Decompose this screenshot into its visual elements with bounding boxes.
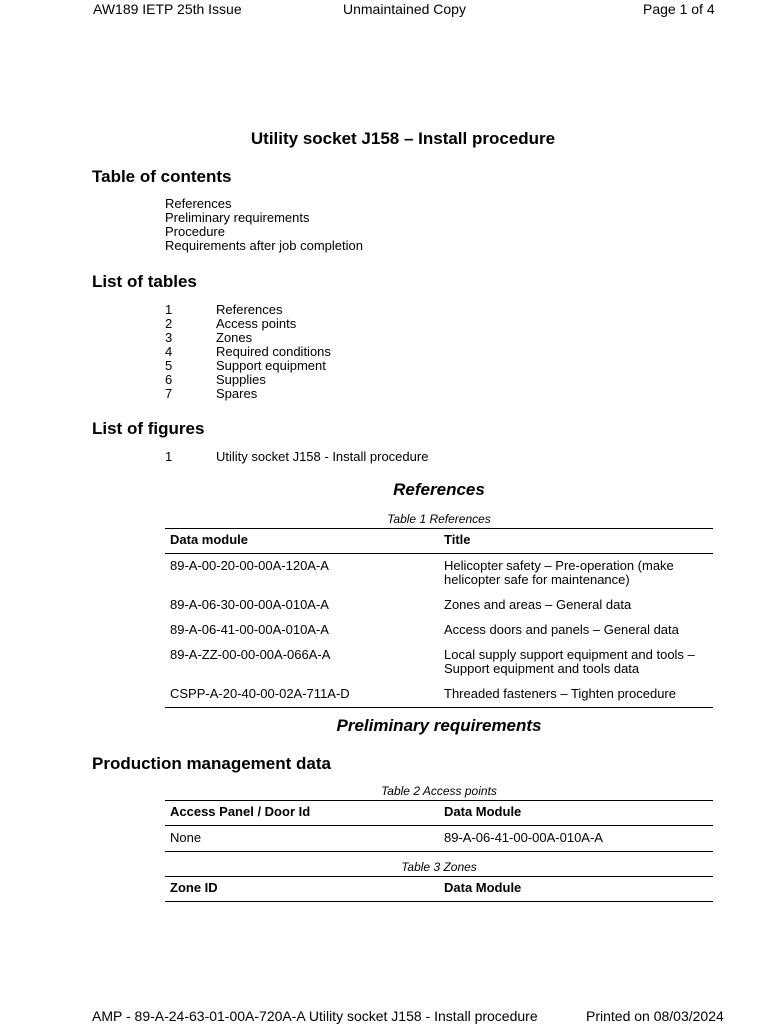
toc-item-references[interactable]: References [165, 196, 232, 211]
list-item-number: 7 [165, 386, 173, 401]
toc-list [165, 197, 363, 253]
footer-print-date: Printed on 08/03/2024 [586, 1008, 724, 1024]
access-points-table [165, 800, 713, 852]
table-row [165, 554, 713, 594]
table-row [165, 826, 713, 852]
list-item-number: 3 [165, 330, 173, 345]
access-panel-value: None [165, 826, 439, 852]
table-1-caption: Table 1 References [387, 512, 491, 526]
data-module-link[interactable]: CSPP-A-20-40-00-02A-711A-D [165, 682, 439, 708]
list-item-label: Zones [216, 330, 253, 345]
header-copy-status: Unmaintained Copy [343, 1, 466, 17]
list-item-label: Spares [216, 386, 258, 401]
toc-heading: Table of contents [92, 167, 232, 186]
document-title: Utility socket J158 – Install procedure [250, 129, 556, 148]
list-of-figures-heading: List of figures [92, 419, 205, 438]
toc-item-preliminary-requirements[interactable]: Preliminary requirements [165, 210, 310, 225]
list-item-label: Access points [216, 316, 297, 331]
column-header-data-module: Data module [165, 529, 439, 554]
reference-title: Access doors and panels – General data [444, 622, 679, 637]
list-of-figures [165, 450, 428, 464]
header-page-number: Page 1 of 4 [643, 1, 715, 17]
column-header-data-module: Data Module [439, 877, 713, 902]
data-module-link[interactable]: 89-A-06-30-00-00A-010A-A [170, 597, 329, 612]
toc-item-procedure[interactable]: Procedure [165, 224, 225, 239]
list-item-number: 1 [165, 449, 173, 464]
list-item-number: 5 [165, 358, 173, 373]
list-item-label: Required conditions [216, 344, 331, 359]
reference-title: Helicopter safety – Pre-operation (make helicopter safe for maintenance) [444, 558, 674, 587]
data-module-link[interactable]: 89-A-00-20-00-00A-120A-A [170, 558, 329, 573]
list-item-number: 2 [165, 316, 173, 331]
list-item-label: Utility socket J158 - Install procedure [216, 449, 429, 464]
preliminary-requirements-heading: Preliminary requirements [336, 716, 542, 735]
list-item-label: Support equipment [216, 358, 326, 373]
column-header-title: Title [439, 529, 713, 554]
data-module-link[interactable]: 89-A-ZZ-00-00-00A-066A-A [170, 647, 331, 662]
table-row [165, 618, 713, 643]
table-header-row [165, 877, 713, 902]
table-row [165, 643, 713, 682]
column-header-zone-id: Zone ID [165, 877, 439, 902]
list-item[interactable] [165, 373, 331, 387]
data-module-link[interactable]: 89-A-06-41-00-00A-010A-A [439, 826, 713, 852]
toc-item-requirements-after-job[interactable]: Requirements after job completion [165, 238, 363, 253]
table-3-caption: Table 3 Zones [401, 860, 477, 874]
list-item-label: References [216, 302, 283, 317]
list-item[interactable] [165, 331, 331, 345]
reference-title: Local supply support equipment and tools – Support equipment and tools data [444, 647, 695, 676]
list-item[interactable] [165, 317, 331, 331]
list-item[interactable] [165, 345, 331, 359]
list-item-label: Supplies [216, 372, 266, 387]
list-item-number: 4 [165, 344, 173, 359]
table-row [165, 682, 713, 708]
production-management-heading: Production management data [92, 754, 331, 773]
reference-title: Zones and areas – General data [444, 597, 632, 612]
list-item[interactable] [165, 303, 331, 317]
list-of-tables-heading: List of tables [92, 272, 197, 291]
list-of-tables [165, 303, 331, 401]
table-row [165, 593, 713, 618]
header-doc-id: AW189 IETP 25th Issue [93, 1, 242, 17]
table-header-row [165, 529, 713, 554]
references-heading: References [393, 480, 485, 499]
list-item[interactable] [165, 359, 331, 373]
reference-title: Threaded fasteners – Tighten procedure [439, 682, 713, 708]
table-header-row [165, 801, 713, 826]
data-module-link[interactable]: 89-A-06-41-00-00A-010A-A [170, 622, 329, 637]
footer-doc-title: AMP - 89-A-24-63-01-00A-720A-A Utility socket J158 - Install procedure [92, 1008, 538, 1024]
column-header-data-module: Data Module [439, 801, 713, 826]
list-item[interactable] [165, 387, 331, 401]
list-item-number: 6 [165, 372, 173, 387]
zones-table [165, 876, 713, 902]
list-item-number: 1 [165, 302, 173, 317]
list-item[interactable] [165, 450, 428, 464]
table-2-caption: Table 2 Access points [381, 784, 497, 798]
column-header-access-panel: Access Panel / Door Id [165, 801, 439, 826]
references-table [165, 528, 713, 708]
